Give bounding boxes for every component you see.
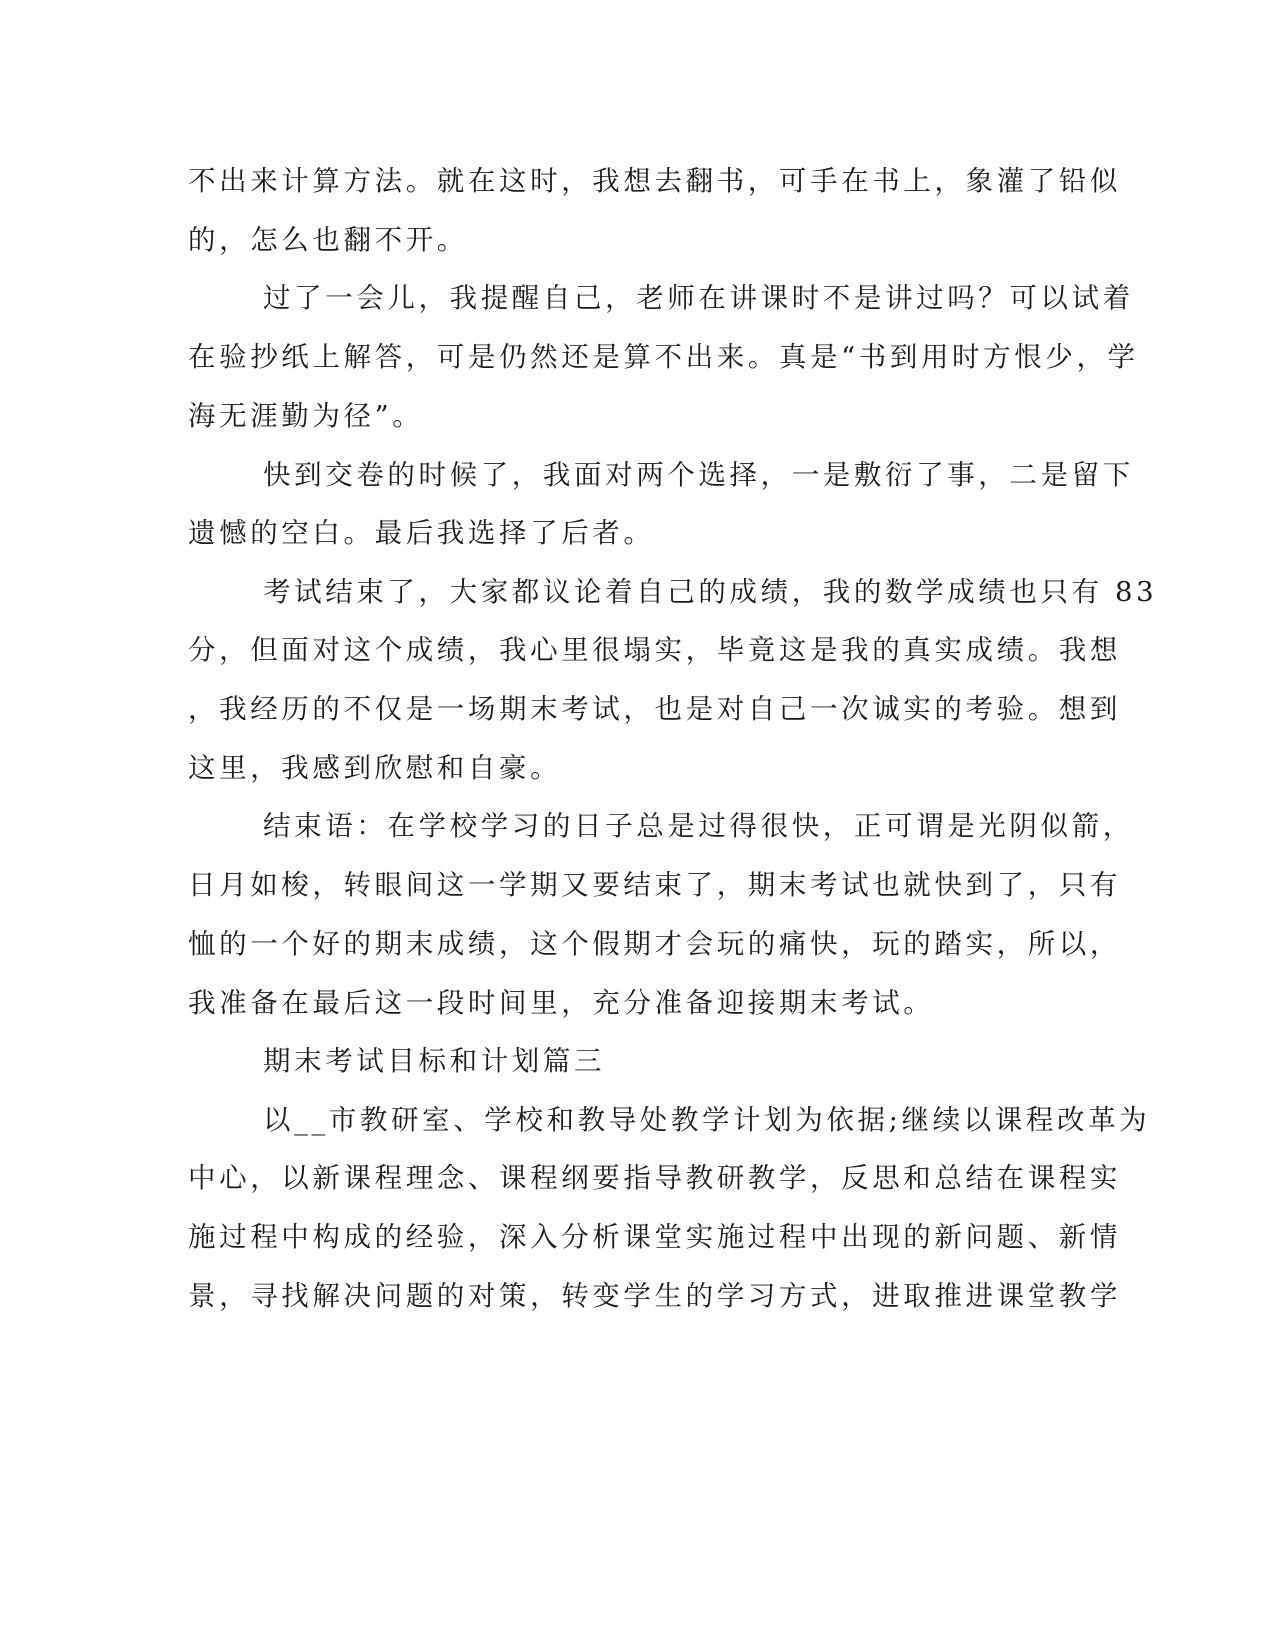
- text-line: 中心，以新课程理念、课程纲要指导教研教学，反思和总结在课程实: [188, 1162, 1121, 1194]
- text-line: 不出来计算方法。就在这时，我想去翻书，可手在书上，象灌了铅似: [188, 165, 1121, 197]
- text-line: 分，但面对这个成绩，我心里很塌实，毕竟这是我的真实成绩。我想: [188, 634, 1121, 666]
- text-line: 的，怎么也翻不开。: [188, 224, 468, 256]
- text-line: 在验抄纸上解答，可是仍然还是算不出来。真是“书到用时方恨少，学: [188, 341, 1139, 373]
- section-heading: 期末考试目标和计划篇三: [263, 1045, 606, 1077]
- paragraph-start-line: 考试结束了，大家都议论着自己的成绩，我的数学成绩也只有 83: [263, 576, 1158, 608]
- paragraph-start-line: 结束语：在学校学习的日子总是过得很快，正可谓是光阴似箭，: [263, 810, 1134, 842]
- text-line: 遗憾的空白。最后我选择了后者。: [188, 517, 655, 549]
- text-line: 我准备在最后这一段时间里，充分准备迎接期末考试。: [188, 987, 935, 1019]
- text-line: 恤的一个好的期末成绩，这个假期才会玩的痛快，玩的踏实，所以，: [188, 928, 1121, 960]
- paragraph-start-line: 以__市教研室、学校和教导处教学计划为依据;继续以课程改革为: [263, 1104, 1151, 1136]
- text-line: 日月如梭，转眼间这一学期又要结束了，期末考试也就快到了，只有: [188, 869, 1121, 901]
- paragraph-start-line: 过了一会儿，我提醒自己，老师在讲课时不是讲过吗？可以试着: [263, 282, 1134, 314]
- text-line: 施过程中构成的经验，深入分析课堂实施过程中出现的新问题、新情: [188, 1221, 1121, 1253]
- text-line: 海无涯勤为径”。: [188, 400, 424, 432]
- paragraph-start-line: 快到交卷的时候了，我面对两个选择，一是敷衍了事，二是留下: [263, 459, 1134, 491]
- text-line: ，我经历的不仅是一场期末考试，也是对自己一次诚实的考验。想到: [188, 693, 1121, 725]
- text-line: 这里，我感到欣慰和自豪。: [188, 752, 562, 784]
- text-line: 景，寻找解决问题的对策，转变学生的学习方式，进取推进课堂教学: [188, 1280, 1121, 1312]
